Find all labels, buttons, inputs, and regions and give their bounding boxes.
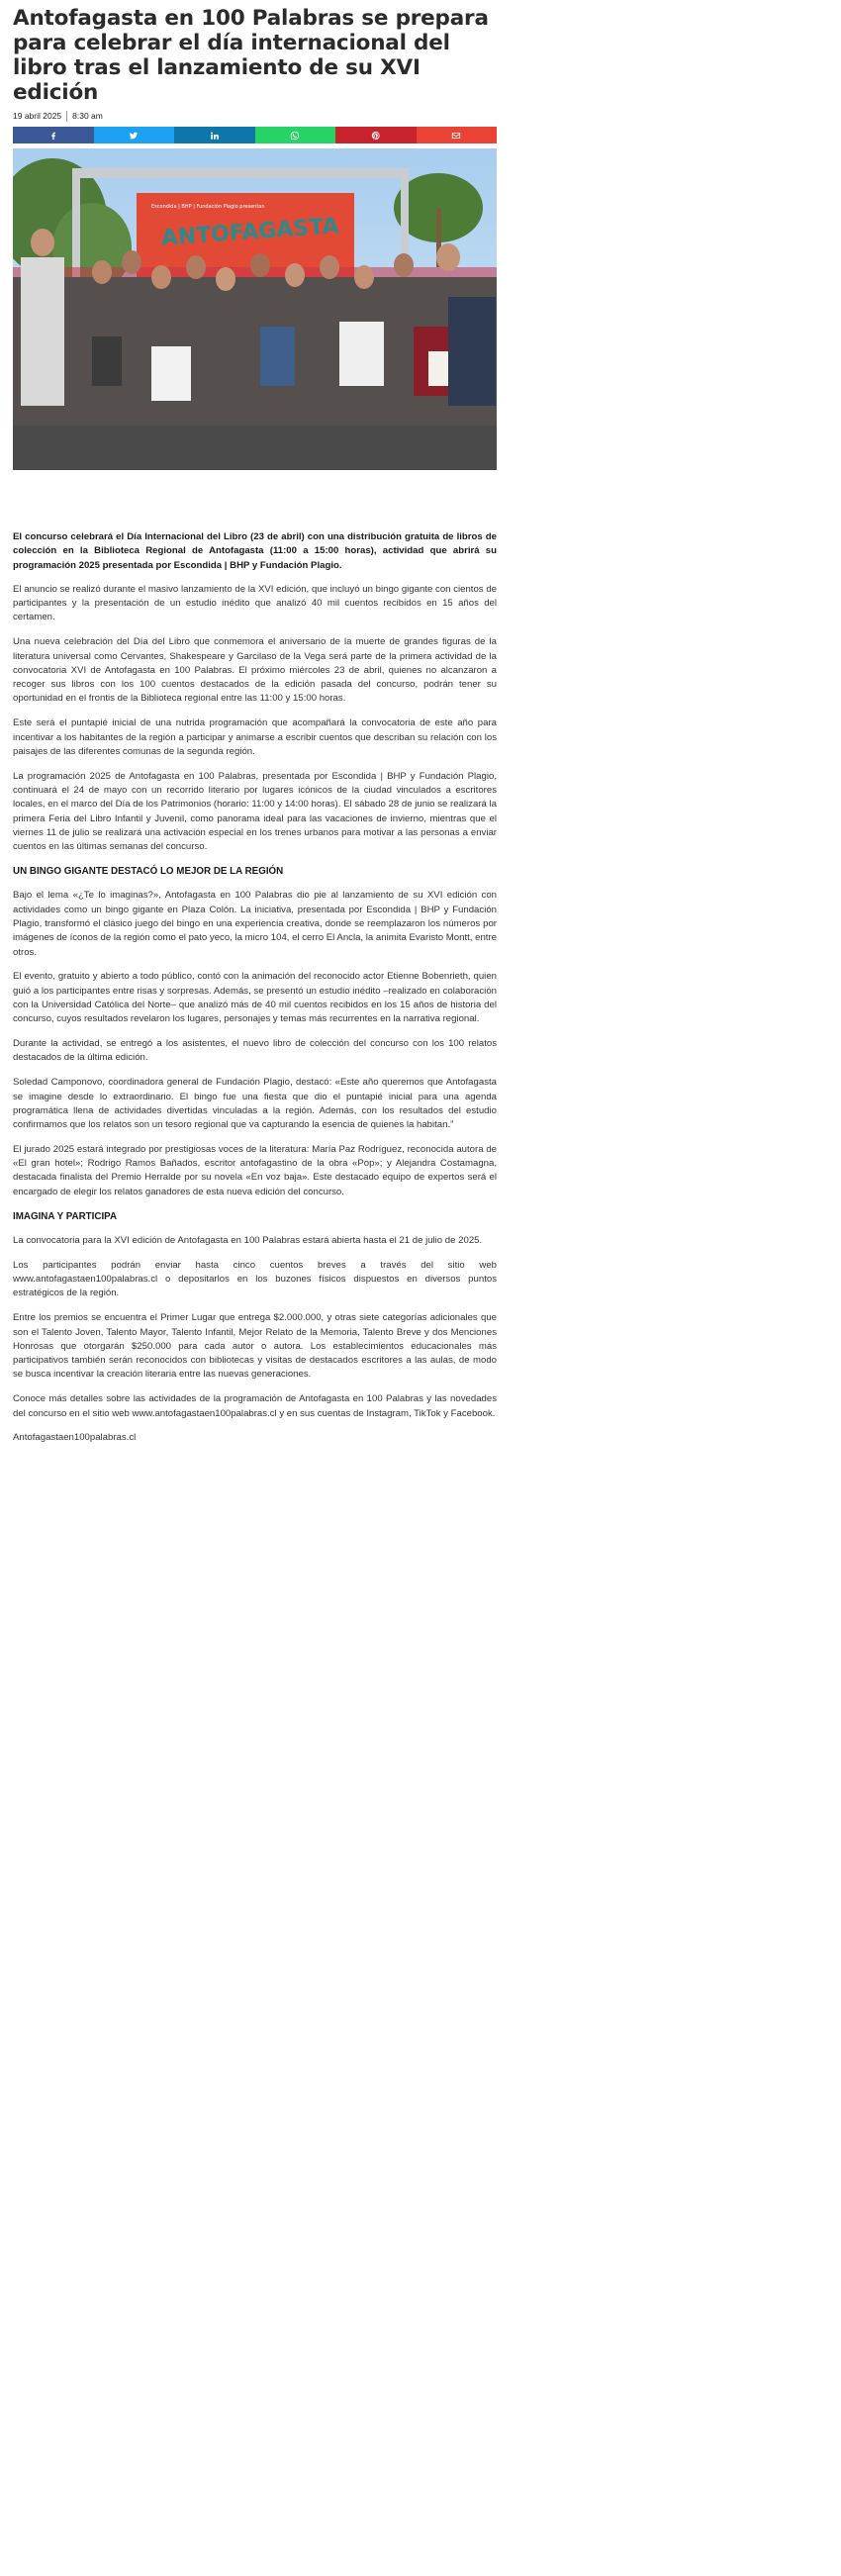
paragraph: Entre los premios se encuentra el Primer Lugar que entrega $2.000.000, y otras siete categorías adicionales que son el Talento Joven, Talento Mayor, Talento Infantil, Mejor Relato de la Memoria, Talento Breve y dos Menciones Honrosas que otorgarán $250.000 para cada autor o autora. Los establecimientos educacionales más participativos también serán reconocidos con bibliotecas y visitas de destacados escritores a las aulas, de modo se busca incentivar la creación literaria entre las nuevas generaciones. (13, 1312, 497, 1381)
linkedin-icon (210, 131, 220, 141)
facebook-icon (48, 131, 58, 141)
paragraph: Durante la actividad, se entregó a los asistentes, el nuevo libro de colección del concurso con los 100 relatos destacados de la última edición. (13, 1038, 497, 1064)
article-date: 19 abril 2025 (13, 111, 62, 121)
article-time: 8:30 am (72, 111, 103, 121)
paragraph: Una nueva celebración del Día del Libro que conmemora el aniversario de la muerte de grandes figuras de la literatura universal como Cervantes, Shakespeare y Garcilaso de la Vega será parte de la primera actividad de la convocatoria XVI de Antofagasta en 100 Palabras. El próximo miércoles 23 de abril, quienes no alcanzaron a recoger sus libros con los 100 cuentos destacados de la edición pasada del concurso, podrán tener su oportunidad en el frontis de la Biblioteca regional entre las 11:00 y 15:00 horas. (13, 636, 497, 705)
section-heading-imagina: IMAGINA Y PARTICIPA (13, 1210, 118, 1222)
crowd-photo-illustration (13, 148, 497, 470)
paragraph: El evento, gratuito y abierto a todo público, contó con la animación del reconocido actor Etienne Bobenrieth, quien guió a los participantes entre risas y sorpresas. Además, se presentó un estudio inédito –realizado en colaboración con la Universidad Católica del Norte– que analizó más de 40 mil cuentos recibidos en los 15 años de historia del concurso, cuyos resultados revelaron los lugares, personajes y temas más recurrentes en la narrativa regional. (13, 971, 497, 1025)
share-whatsapp-button[interactable] (255, 127, 336, 143)
banner-small-text: Escondida | BHP | Fundación Plagio presentan (151, 204, 265, 210)
share-bar (13, 127, 497, 143)
article-photo (13, 148, 497, 470)
article-body (13, 530, 497, 1446)
article-container (13, 0, 497, 1446)
paragraph: La programación 2025 de Antofagasta en 100 Palabras, presentada por Escondida | BHP y Fundación Plagio, continuará el 24 de mayo con un recorrido literario por lugares icónicos de la ciudad vinculados a escritores locales, en el marco del Día de los Patrimonios (horario: 11:00 y 14:00 horas). El sábado 28 de junio se realizará la primera Feria del Libro Infantil y Juvenil, como panorama ideal para las vacaciones de invierno, mientras que el viernes 11 de julio se realizará una activación especial en los trenes urbanos para motivar a las personas a enviar cuentos en las últimas semanas del concurso. (13, 770, 497, 853)
paragraph: Bajo el lema «¿Te lo imaginas?», Antofagasta en 100 Palabras dio pie al lanzamiento de su XVI edición con actividades como un bingo gigante en Plaza Colón. La iniciativa, presentada por Escondida | BHP y Fundación Plagio, transformó el clásico juego del bingo en una experiencia creativa, donde se reemplazaron los números por imágenes de íconos de la región como el pato yeco, la micro 104, el cerro El Ancla, la animita Evaristo Montt, entre otros. (13, 890, 497, 958)
paragraph: Los participantes podrán enviar hasta cinco cuentos breves a través del sitio web www.antofagastaen100palabras.cl o depositarlos en los buzones físicos dispuestos en diversos puntos estratégicos de la región. (13, 1259, 497, 1299)
paragraph: La convocatoria para la XVI edición de Antofagasta en 100 Palabras estará abierta hasta el 21 de julio de 2025. (13, 1235, 483, 1247)
section-heading-bingo: UN BINGO GIGANTE DESTACÓ LO MEJOR DE LA REGIÓN (13, 865, 284, 877)
share-pinterest-button[interactable] (335, 127, 417, 143)
whatsapp-icon (290, 131, 300, 141)
share-twitter-button[interactable] (94, 127, 175, 143)
pinterest-icon (371, 131, 381, 141)
email-icon (451, 131, 461, 141)
paragraph: Conoce más detalles sobre las actividades de la programación de Antofagasta en 100 Palabras y las novedades del concurso en el sitio web www.antofagastaen100palabras.cl y en sus cuentas de Instagram, TikTok y Facebook. (13, 1393, 497, 1419)
share-linkedin-button[interactable] (174, 127, 255, 143)
article-title: Antofagasta en 100 Palabras se prepara para celebrar el día internacional del libro tras el lanzamiento de su XVI edición (13, 6, 489, 105)
site-link[interactable]: Antofagastaen100palabras.cl (13, 1432, 137, 1444)
stage-truss-top (72, 168, 409, 178)
article-lead: El concurso celebrará el Día Internacional del Libro (23 de abril) con una distribución gratuita de libros de colección en la Biblioteca Regional de Antofagasta (11:00 a 15:00 horas), actividad que abrirá su programación 2025 presentada por Escondida | BHP y Fundación Plagio. (13, 531, 497, 571)
article-meta (13, 110, 497, 122)
share-facebook-button[interactable] (13, 127, 94, 143)
paragraph: El anuncio se realizó durante el masivo lanzamiento de la XVI edición, que incluyó un bingo gigante con cientos de participantes y la presentación de un estudio inédito que analizó 40 mil cuentos recibidos en 15 años del certamen. (13, 583, 497, 623)
paragraph: Soledad Camponovo, coordinadora general de Fundación Plagio, destacó: «Este año queremos que Antofagasta se imagine desde lo extraordinario. El bingo fue una fiesta que dio el puntapié inicial para una agenda programática llena de actividades divertidas vinculadas a la región. Además, con los resultados del estudio confirmamos que los relatos son un tesoro regional que va capturando la esencia de quienes la habitan.” (13, 1077, 497, 1131)
banner-title-text: ANTOFAGASTA (160, 214, 340, 251)
twitter-icon (129, 131, 139, 141)
meta-separator (66, 111, 67, 122)
paragraph: El jurado 2025 estará integrado por prestigiosas voces de la literatura: María Paz Rodríguez, reconocida autora de «El gran hotel»; Rodrigo Ramos Bañados, escritor antofagastino de la obra «Pop»; y Alejandra Costamagna, destacada finalista del Premio Herralde por su novela «En voz baja». Este destacado equipo de expertos será el encargado de elegir los relatos ganadores de esta nueva edición del concurso. (13, 1143, 497, 1197)
paragraph: Este será el puntapié inicial de una nutrida programación que acompañará la convocatoria de este año para incentivar a los habitantes de la región a participar y animarse a escribir cuentos que describan su relación con los paisajes de las diferentes comunas de la segunda región. (13, 717, 497, 757)
share-email-button[interactable] (417, 127, 498, 143)
